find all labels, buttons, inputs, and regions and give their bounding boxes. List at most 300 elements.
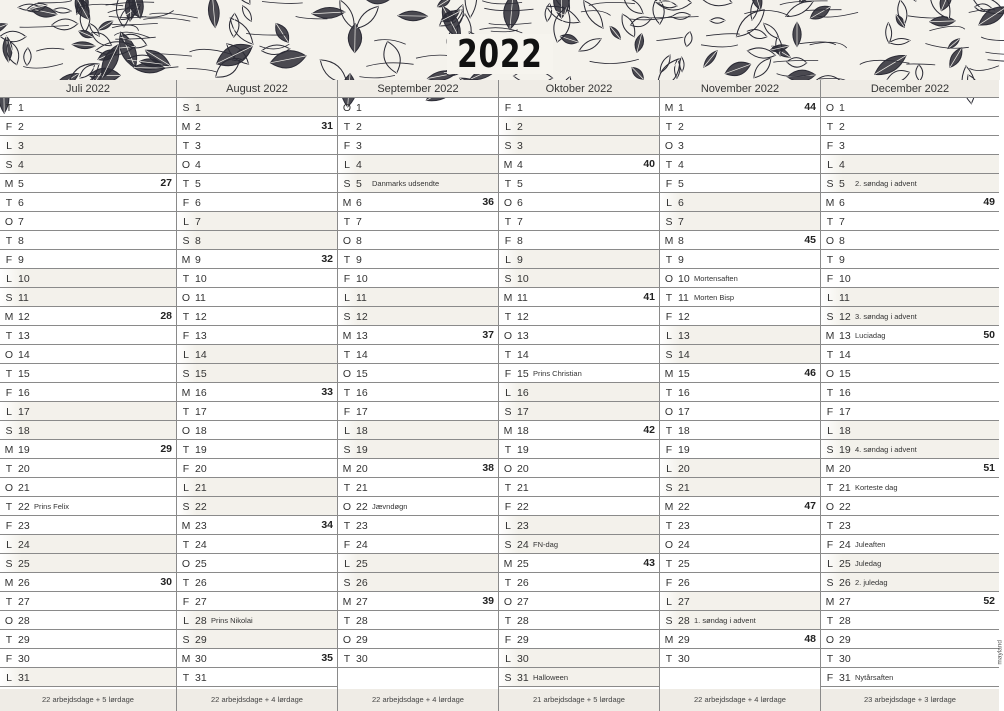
day-number: 6	[678, 197, 684, 209]
day-number: 22	[678, 501, 690, 513]
day-number: 29	[517, 634, 529, 646]
day-row[interactable]	[177, 155, 337, 174]
week-number: 29	[160, 443, 172, 455]
day-row[interactable]	[499, 307, 659, 326]
weekday-letter: L	[6, 273, 12, 285]
day-row[interactable]	[0, 459, 176, 478]
day-number: 16	[839, 387, 851, 399]
day-row[interactable]	[821, 516, 999, 535]
day-row[interactable]	[821, 307, 999, 326]
day-number: 27	[517, 596, 529, 608]
day-row[interactable]	[0, 288, 176, 307]
day-row[interactable]	[821, 421, 999, 440]
day-row[interactable]	[177, 497, 337, 516]
day-row[interactable]	[821, 364, 999, 383]
holiday-note: Jævndøgn	[372, 502, 408, 511]
weekday-letter: L	[344, 292, 350, 304]
day-row[interactable]	[177, 440, 337, 459]
day-row[interactable]	[0, 440, 176, 459]
day-row[interactable]	[660, 269, 820, 288]
day-row[interactable]	[660, 250, 820, 269]
day-row[interactable]	[0, 117, 176, 136]
day-row[interactable]	[177, 383, 337, 402]
day-row[interactable]	[660, 402, 820, 421]
weekday-letter: L	[344, 159, 350, 171]
day-row[interactable]	[660, 155, 820, 174]
day-row[interactable]	[821, 193, 999, 212]
day-number: 22	[517, 501, 529, 513]
leaf-stroke	[925, 44, 968, 49]
weekday-letter: F	[665, 311, 673, 323]
leaf-shape	[672, 12, 691, 20]
day-row[interactable]	[0, 212, 176, 231]
day-row[interactable]	[338, 212, 498, 231]
day-row[interactable]	[338, 573, 498, 592]
day-row[interactable]	[821, 497, 999, 516]
day-row[interactable]	[660, 421, 820, 440]
day-row[interactable]	[660, 383, 820, 402]
day-row[interactable]	[660, 516, 820, 535]
weekday-letter: L	[183, 349, 189, 361]
day-row[interactable]	[660, 193, 820, 212]
day-number: 25	[839, 558, 851, 570]
weekday-letter: M	[342, 197, 352, 209]
weekday-letter: O	[503, 197, 513, 209]
day-row[interactable]	[338, 535, 498, 554]
day-row[interactable]	[338, 326, 498, 345]
day-row[interactable]	[0, 193, 176, 212]
day-row[interactable]	[821, 136, 999, 155]
day-row[interactable]	[660, 573, 820, 592]
day-number: 9	[18, 254, 24, 266]
day-row[interactable]	[660, 174, 820, 193]
weekday-letter: T	[182, 539, 190, 551]
day-row[interactable]	[338, 155, 498, 174]
weekday-letter: F	[182, 596, 190, 608]
weekday-letter: T	[343, 653, 351, 665]
day-number: 17	[517, 406, 529, 418]
day-row[interactable]	[821, 630, 999, 649]
day-number: 7	[195, 216, 201, 228]
day-row[interactable]	[0, 478, 176, 497]
day-row[interactable]	[660, 231, 820, 250]
day-row[interactable]	[338, 592, 498, 611]
holiday-note: Luciadag	[855, 331, 886, 340]
day-row[interactable]	[660, 649, 820, 668]
day-row[interactable]	[177, 516, 337, 535]
day-row[interactable]	[177, 117, 337, 136]
day-row[interactable]	[0, 649, 176, 668]
day-row[interactable]	[177, 345, 337, 364]
day-number: 2	[678, 121, 684, 133]
weekday-letter: L	[827, 425, 833, 437]
day-row[interactable]	[177, 98, 337, 117]
day-row[interactable]	[499, 117, 659, 136]
holiday-note: Juledag	[855, 559, 882, 568]
weekday-letter: F	[826, 140, 834, 152]
weekday-letter: S	[826, 178, 834, 190]
day-row[interactable]	[338, 193, 498, 212]
weekday-letter: L	[183, 615, 189, 627]
week-number: 52	[983, 595, 995, 607]
day-row[interactable]	[821, 611, 999, 630]
day-row[interactable]	[499, 478, 659, 497]
day-row[interactable]	[821, 174, 999, 193]
day-row[interactable]	[821, 212, 999, 231]
day-number: 13	[356, 330, 368, 342]
day-row[interactable]	[821, 288, 999, 307]
day-row[interactable]	[177, 630, 337, 649]
day-row[interactable]	[338, 611, 498, 630]
day-row[interactable]	[499, 383, 659, 402]
day-row[interactable]	[660, 117, 820, 136]
day-number: 1	[517, 102, 523, 114]
day-row[interactable]	[338, 250, 498, 269]
weekday-letter: F	[5, 121, 13, 133]
weekday-letter: S	[343, 577, 351, 589]
day-row[interactable]	[821, 535, 999, 554]
day-number: 11	[18, 292, 29, 304]
day-row[interactable]	[499, 497, 659, 516]
day-row[interactable]	[821, 649, 999, 668]
holiday-note: Morten Bisp	[694, 293, 735, 302]
day-row[interactable]	[338, 554, 498, 573]
day-number: 28	[678, 615, 690, 627]
holiday-note: 2. søndag i advent	[855, 179, 917, 188]
day-row[interactable]	[821, 573, 999, 592]
day-row[interactable]	[499, 611, 659, 630]
day-row[interactable]	[499, 402, 659, 421]
day-row[interactable]	[499, 345, 659, 364]
weekday-letter: M	[4, 178, 14, 190]
day-row[interactable]	[0, 668, 176, 687]
day-row[interactable]	[0, 611, 176, 630]
day-row[interactable]	[660, 345, 820, 364]
weekday-letter: O	[825, 368, 835, 380]
day-row[interactable]	[660, 630, 820, 649]
day-row[interactable]	[338, 307, 498, 326]
leaf-shape	[885, 23, 892, 44]
day-row[interactable]	[821, 383, 999, 402]
day-row[interactable]	[499, 630, 659, 649]
month-column	[499, 80, 660, 711]
day-row[interactable]	[660, 136, 820, 155]
day-row[interactable]	[499, 668, 659, 687]
day-row[interactable]	[499, 440, 659, 459]
day-number: 17	[678, 406, 690, 418]
leaf-shape	[0, 31, 26, 42]
weekday-letter: M	[181, 121, 191, 133]
day-row[interactable]	[499, 554, 659, 573]
leaf-stroke	[981, 37, 1004, 40]
day-row[interactable]	[0, 516, 176, 535]
day-row[interactable]	[338, 345, 498, 364]
day-number: 3	[195, 140, 201, 152]
day-row[interactable]	[177, 402, 337, 421]
day-row[interactable]	[821, 440, 999, 459]
day-row[interactable]	[821, 478, 999, 497]
leaf-stroke	[143, 18, 190, 21]
day-row[interactable]	[177, 193, 337, 212]
weekday-letter: T	[665, 254, 673, 266]
leaf-stroke	[929, 26, 965, 30]
day-row[interactable]	[660, 611, 820, 630]
day-row[interactable]	[0, 421, 176, 440]
day-row[interactable]	[499, 269, 659, 288]
day-number: 18	[839, 425, 851, 437]
day-row[interactable]	[821, 402, 999, 421]
day-row[interactable]	[338, 231, 498, 250]
weekday-letter: T	[504, 444, 512, 456]
day-row[interactable]	[177, 288, 337, 307]
month-header: August 2022	[177, 80, 337, 98]
week-number: 30	[160, 576, 172, 588]
day-row[interactable]	[0, 554, 176, 573]
day-row[interactable]	[0, 174, 176, 193]
day-row[interactable]	[0, 364, 176, 383]
day-row[interactable]	[338, 421, 498, 440]
day-row[interactable]	[660, 440, 820, 459]
day-row[interactable]	[338, 98, 498, 117]
leaf-stroke	[359, 75, 395, 77]
holiday-note: 3. søndag i advent	[855, 312, 917, 321]
day-row[interactable]	[821, 326, 999, 345]
day-row[interactable]	[338, 288, 498, 307]
day-row[interactable]	[0, 98, 176, 117]
day-row[interactable]	[0, 136, 176, 155]
day-row[interactable]	[660, 535, 820, 554]
weekday-letter: L	[344, 558, 350, 570]
day-row[interactable]	[821, 459, 999, 478]
day-number: 14	[839, 349, 851, 361]
week-number: 34	[321, 519, 333, 531]
weekday-letter: S	[665, 615, 673, 627]
day-number: 31	[18, 672, 30, 684]
day-row[interactable]	[660, 459, 820, 478]
day-number: 27	[18, 596, 30, 608]
day-row[interactable]	[0, 497, 176, 516]
day-row[interactable]	[338, 649, 498, 668]
weekday-letter: T	[182, 178, 190, 190]
day-number: 1	[839, 102, 845, 114]
leaf-stroke	[416, 55, 449, 58]
day-row[interactable]	[821, 117, 999, 136]
day-row[interactable]	[499, 231, 659, 250]
day-row[interactable]	[499, 250, 659, 269]
day-row[interactable]	[0, 250, 176, 269]
day-row[interactable]	[821, 554, 999, 573]
week-number: 50	[983, 329, 995, 341]
day-row[interactable]	[177, 212, 337, 231]
day-row[interactable]	[499, 193, 659, 212]
day-row[interactable]	[0, 573, 176, 592]
weekday-letter: L	[505, 254, 511, 266]
day-number: 22	[839, 501, 851, 513]
day-row[interactable]	[499, 212, 659, 231]
weekday-letter: T	[826, 520, 834, 532]
day-row[interactable]	[0, 307, 176, 326]
weekday-letter: L	[505, 520, 511, 532]
day-row[interactable]	[0, 269, 176, 288]
day-row[interactable]	[338, 269, 498, 288]
weekday-letter: M	[664, 501, 674, 513]
day-number: 5	[18, 178, 24, 190]
day-row[interactable]	[821, 231, 999, 250]
day-number: 26	[678, 577, 690, 589]
day-row[interactable]	[338, 440, 498, 459]
holiday-note: Halloween	[533, 673, 569, 682]
day-row[interactable]	[499, 326, 659, 345]
day-row[interactable]	[821, 155, 999, 174]
day-number: 10	[18, 273, 30, 285]
day-row[interactable]	[499, 98, 659, 117]
day-row[interactable]	[338, 117, 498, 136]
day-row[interactable]	[177, 459, 337, 478]
day-number: 7	[18, 216, 24, 228]
weekday-letter: T	[182, 406, 190, 418]
day-number: 29	[195, 634, 207, 646]
day-row[interactable]	[660, 212, 820, 231]
day-number: 25	[195, 558, 207, 570]
day-row[interactable]	[660, 478, 820, 497]
day-row[interactable]	[177, 478, 337, 497]
day-row[interactable]	[177, 421, 337, 440]
day-row[interactable]	[821, 668, 999, 687]
day-row[interactable]	[177, 364, 337, 383]
day-row[interactable]	[338, 459, 498, 478]
week-number: 45	[804, 234, 816, 246]
day-row[interactable]	[0, 535, 176, 554]
day-number: 29	[356, 634, 368, 646]
day-row[interactable]	[177, 307, 337, 326]
leaf-shape	[353, 3, 382, 32]
day-row[interactable]	[660, 554, 820, 573]
day-number: 6	[195, 197, 201, 209]
day-row[interactable]	[177, 611, 337, 630]
day-row[interactable]	[499, 155, 659, 174]
day-row[interactable]	[338, 516, 498, 535]
day-row[interactable]	[0, 630, 176, 649]
leaf-stroke	[701, 45, 738, 47]
weekday-letter: T	[5, 634, 13, 646]
day-row[interactable]	[660, 364, 820, 383]
day-number: 25	[356, 558, 368, 570]
day-number: 4	[678, 159, 684, 171]
day-number: 22	[18, 501, 30, 513]
day-row[interactable]	[821, 345, 999, 364]
day-row[interactable]	[338, 402, 498, 421]
day-row[interactable]	[338, 630, 498, 649]
day-number: 2	[195, 121, 201, 133]
day-row[interactable]	[499, 459, 659, 478]
day-row[interactable]	[499, 535, 659, 554]
weekday-letter: T	[343, 254, 351, 266]
day-row[interactable]	[499, 364, 659, 383]
day-row[interactable]	[177, 592, 337, 611]
weekend-shading	[499, 136, 659, 154]
day-number: 13	[517, 330, 529, 342]
day-row[interactable]	[499, 516, 659, 535]
day-number: 18	[195, 425, 207, 437]
weekend-shading	[821, 155, 999, 173]
day-row[interactable]	[660, 288, 820, 307]
day-row[interactable]	[177, 554, 337, 573]
day-row[interactable]	[0, 592, 176, 611]
day-row[interactable]	[177, 269, 337, 288]
leaf-stroke	[581, 11, 611, 16]
day-row[interactable]	[0, 402, 176, 421]
day-row[interactable]	[499, 288, 659, 307]
week-number: 37	[482, 329, 494, 341]
leaf-shape	[793, 22, 801, 46]
day-row[interactable]	[177, 535, 337, 554]
day-row[interactable]	[660, 98, 820, 117]
day-row[interactable]	[821, 98, 999, 117]
weekday-letter: T	[182, 577, 190, 589]
weekday-letter: M	[825, 330, 835, 342]
day-row[interactable]	[499, 421, 659, 440]
day-row[interactable]	[499, 592, 659, 611]
day-row[interactable]	[499, 649, 659, 668]
day-row[interactable]	[660, 307, 820, 326]
day-row[interactable]	[821, 250, 999, 269]
leaf-shape	[746, 27, 768, 41]
day-number: 14	[18, 349, 30, 361]
day-row[interactable]	[0, 155, 176, 174]
holiday-note: Korteste dag	[855, 483, 898, 492]
day-row[interactable]	[338, 174, 498, 193]
leaf-stroke	[149, 13, 197, 18]
day-number: 3	[839, 140, 845, 152]
day-row[interactable]	[0, 231, 176, 250]
day-row[interactable]	[0, 383, 176, 402]
day-row[interactable]	[177, 136, 337, 155]
day-number: 19	[195, 444, 207, 456]
day-row[interactable]	[338, 383, 498, 402]
day-row[interactable]	[499, 136, 659, 155]
day-row[interactable]	[499, 573, 659, 592]
day-row[interactable]	[0, 345, 176, 364]
day-row[interactable]	[338, 478, 498, 497]
day-number: 13	[195, 330, 207, 342]
day-row[interactable]	[821, 269, 999, 288]
weekend-shading	[660, 212, 820, 230]
day-row[interactable]	[660, 497, 820, 516]
week-number: 51	[983, 462, 995, 474]
weekday-letter: L	[666, 330, 672, 342]
day-number: 1	[678, 102, 684, 114]
day-row[interactable]	[177, 668, 337, 687]
day-row[interactable]	[338, 364, 498, 383]
day-row[interactable]	[338, 136, 498, 155]
day-row[interactable]	[660, 326, 820, 345]
day-row[interactable]	[177, 174, 337, 193]
day-row[interactable]	[0, 326, 176, 345]
day-row[interactable]	[821, 592, 999, 611]
day-row[interactable]	[177, 326, 337, 345]
day-row[interactable]	[177, 231, 337, 250]
day-row[interactable]	[660, 592, 820, 611]
day-row[interactable]	[177, 649, 337, 668]
day-row[interactable]	[177, 573, 337, 592]
day-row[interactable]	[338, 497, 498, 516]
weekend-shading	[338, 155, 498, 173]
day-row[interactable]	[177, 250, 337, 269]
day-number: 7	[678, 216, 684, 228]
weekday-letter: T	[5, 330, 13, 342]
day-row[interactable]	[499, 174, 659, 193]
day-number: 2	[18, 121, 24, 133]
